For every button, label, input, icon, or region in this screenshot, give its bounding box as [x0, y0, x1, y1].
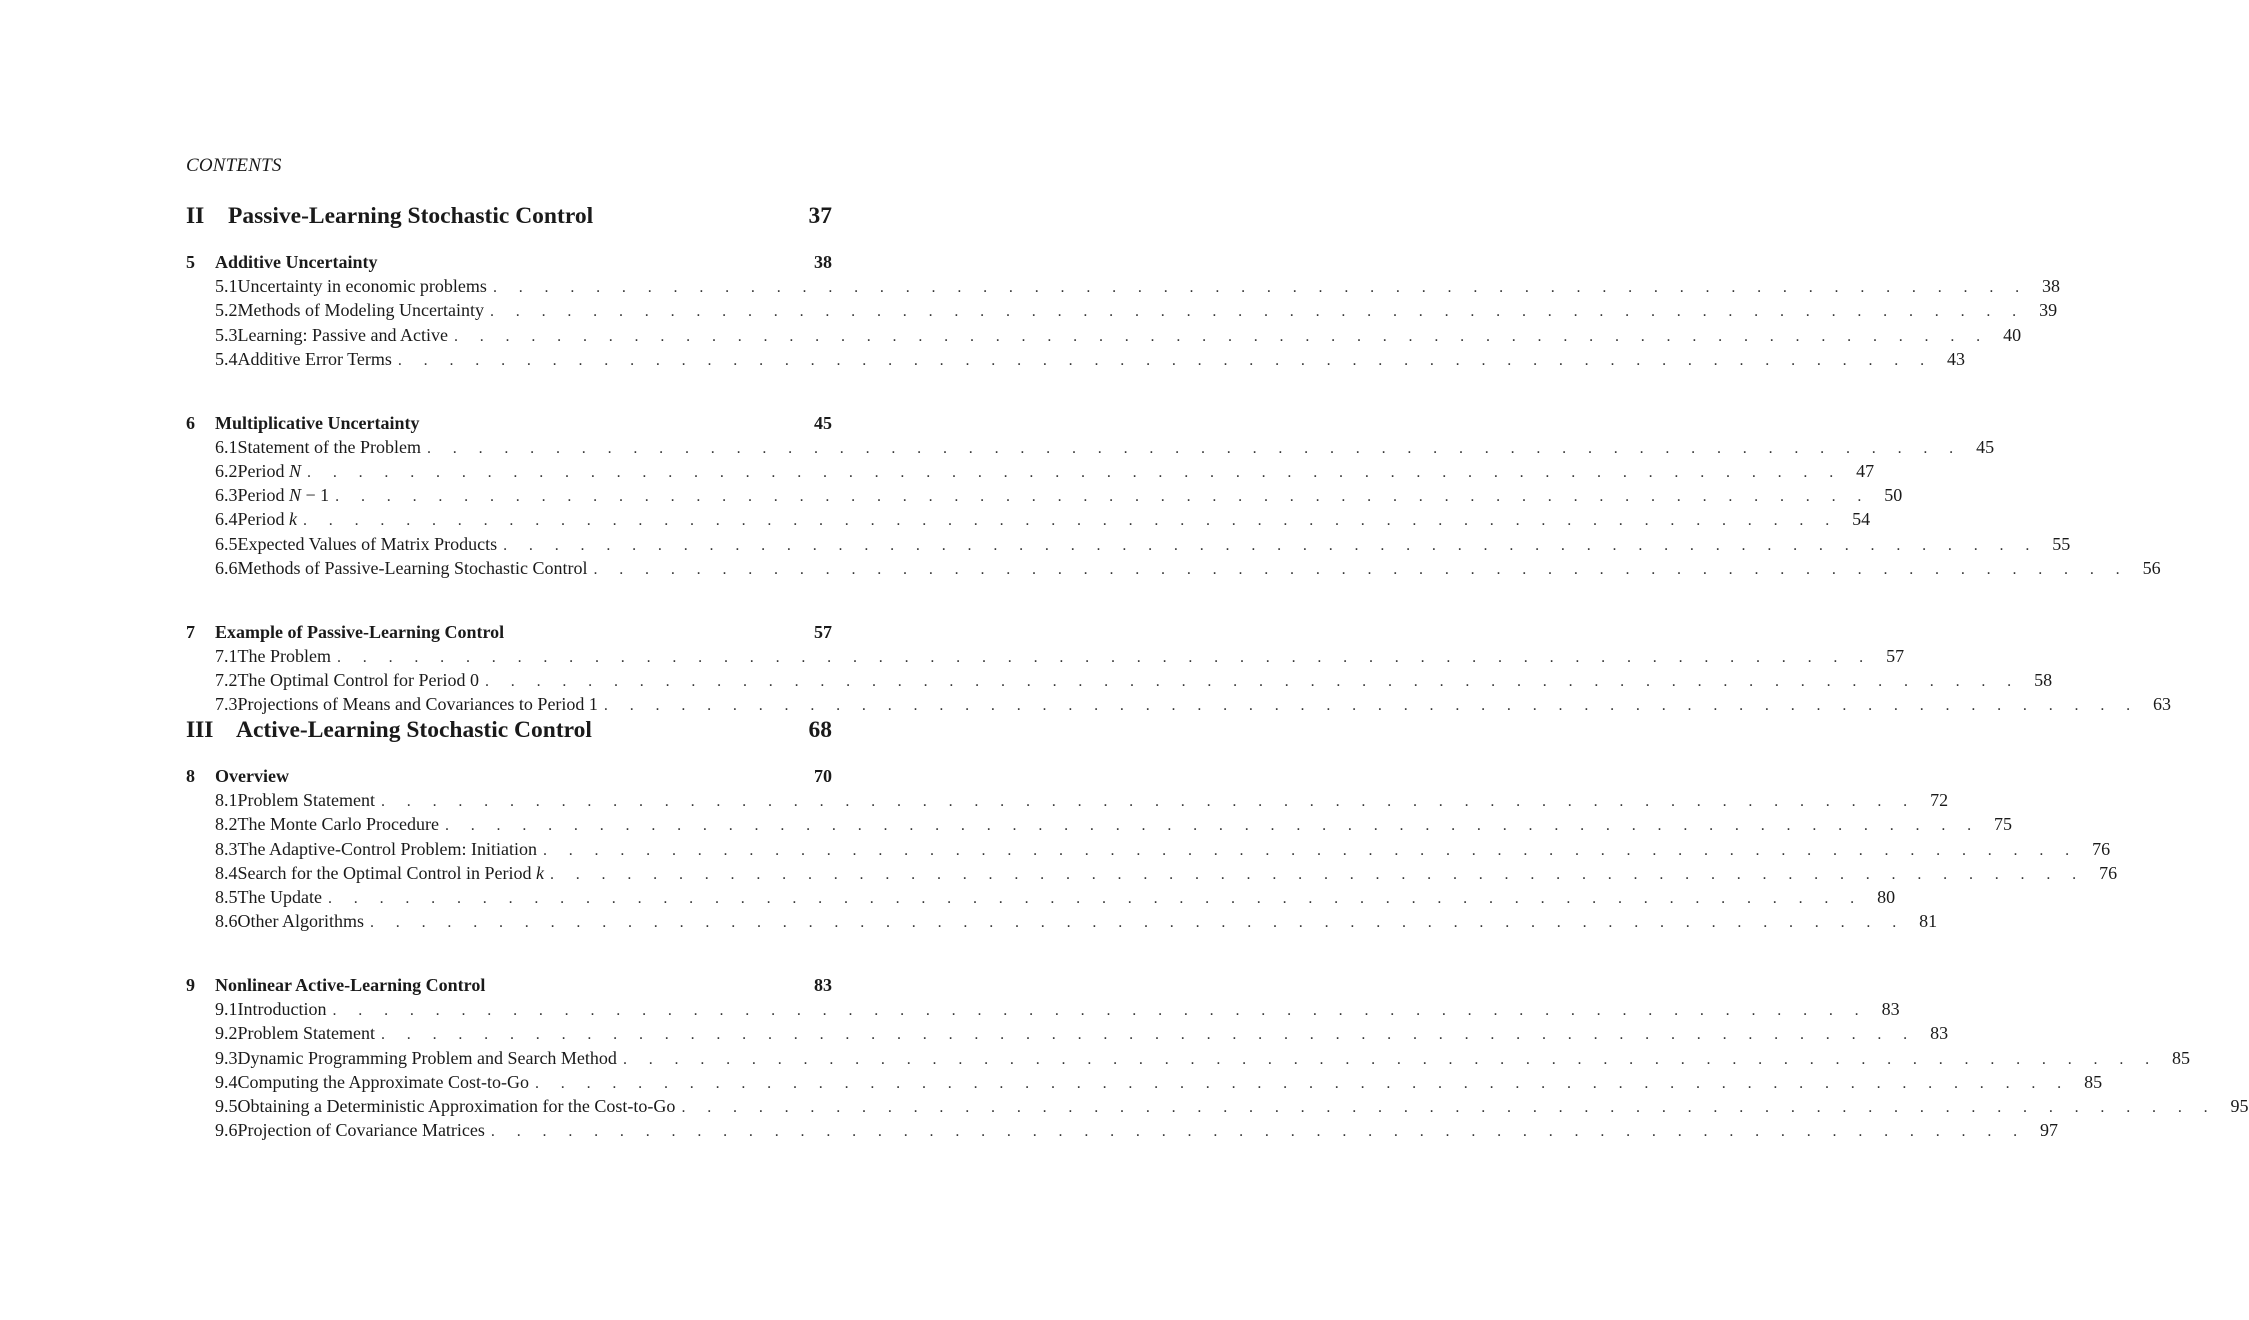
section-number: 8.2	[215, 814, 238, 835]
dot-leader: . . . . . . . . . . . . . . . . . . . . . . . . . . . . . . . . . . . . . . . . . . . . . . . . . . . . . . . . . . . .	[444, 817, 1981, 835]
section-title: Methods of Modeling Uncertainty	[237, 300, 484, 321]
section-entry[interactable]	[215, 814, 2013, 838]
section-page-number: 55	[2052, 533, 2071, 554]
part-title-text: Active-Learning Stochastic Control	[236, 717, 592, 743]
section-entry[interactable]	[215, 670, 2053, 694]
chapter-page-number: 70	[814, 766, 832, 786]
dot-leader: . . . . . . . . . . . . . . . . . . . . . . . . . . . . . . . . . . . . . . . . . . . . . . . . . . . . . . . . . . . .	[327, 890, 1864, 907]
section-page-number: 75	[1994, 814, 2013, 835]
section-entry[interactable]	[215, 1120, 2059, 1144]
section-page-number: 63	[2153, 694, 2172, 715]
chapter-title: Additive Uncertainty	[215, 252, 378, 272]
section-title: Search for the Optimal Control in Period k	[237, 862, 544, 883]
chapter-title: Example of Passive-Learning Control	[215, 621, 505, 642]
section-entry[interactable]	[215, 887, 1896, 911]
section-number: 5.2	[215, 300, 238, 321]
dot-leader: . . . . . . . . . . . . . . . . . . . . . . . . . . . . . . . . . . . . . . . . . . . . . . . . . . . . . . . . . . . .	[681, 1099, 2217, 1116]
section-number: 9.1	[215, 999, 238, 1020]
section-title: The Optimal Control for Period 0	[237, 670, 479, 690]
section-number: 8.4	[215, 862, 238, 883]
section-title: Statement of the Problem	[237, 436, 421, 457]
section-entry[interactable]	[215, 1023, 1949, 1047]
section-page-number: 95	[2230, 1096, 2249, 1116]
dot-leader: . . . . . . . . . . . . . . . . . . . . . . . . . . . . . . . . . . . . . . . . . . . . . . . . . . . . . . . . . . . .	[307, 464, 1843, 481]
section-title: The Monte Carlo Procedure	[237, 814, 439, 835]
dot-leader: . . . . . . . . . . . . . . . . . . . . . . . . . . . . . . . . . . . . . . . . . . . . . . . . . . . . . . . . . . . .	[370, 914, 1906, 932]
section-number: 8.3	[215, 838, 238, 859]
section-number: 9.4	[215, 1071, 238, 1092]
section-entry[interactable]	[215, 509, 1871, 533]
section-title: Introduction	[237, 999, 327, 1020]
section-number: 5.3	[215, 324, 238, 345]
section-number: 8.6	[215, 911, 238, 932]
chapter-title: Multiplicative Uncertainty	[215, 412, 420, 433]
section-entry[interactable]	[215, 461, 1875, 485]
dot-leader: . . . . . . . . . . . . . . . . . . . . . . . . . . . . . . . . . . . . . . . . . . . . . . . . . . . . . . . . . . . .	[489, 303, 2026, 321]
section-page-number: 54	[1852, 509, 1871, 530]
part-page-number: 37	[808, 203, 832, 229]
section-entry[interactable]	[215, 533, 2071, 558]
section-title: Period N	[237, 461, 302, 481]
section-page-number: 80	[1877, 887, 1896, 907]
part-heading[interactable]	[186, 203, 832, 230]
section-number: 6.2	[215, 461, 238, 481]
dot-leader: . . . . . . . . . . . . . . . . . . . . . . . . . . . . . . . . . . . . . . . . . . . . . . . . . . . . . . . . . . . .	[380, 793, 1917, 811]
part-page-number: 68	[808, 717, 832, 743]
section-entry[interactable]	[215, 300, 2058, 324]
section-title: Period k	[237, 509, 297, 530]
dot-leader: . . . . . . . . . . . . . . . . . . . . . . . . . . . . . . . . . . . . . . . . . . . . . . . . . . . . . . . . . . . .	[335, 488, 1871, 506]
section-number: 8.5	[215, 887, 238, 907]
dot-leader: . . . . . . . . . . . . . . . . . . . . . . . . . . . . . . . . . . . . . . . . . . . . . . . . . . . . . . . . . . . .	[503, 536, 2039, 554]
section-number: 7.2	[215, 670, 238, 690]
section-number: 6.5	[215, 533, 238, 554]
section-number: 6.4	[215, 509, 238, 530]
section-number: 5.4	[215, 348, 238, 369]
section-title: Obtaining a Deterministic Approximation for the Cost-to-Go	[237, 1096, 676, 1116]
section-page-number: 85	[2084, 1071, 2103, 1092]
section-title: Methods of Passive-Learning Stochastic Control	[237, 557, 588, 578]
chapter-number: 5	[186, 252, 195, 272]
section-page-number: 45	[1976, 436, 1995, 457]
section-title: Computing the Approximate Cost-to-Go	[237, 1071, 529, 1092]
section-number: 9.3	[215, 1047, 238, 1068]
section-page-number: 38	[2042, 276, 2061, 297]
section-entry[interactable]	[215, 790, 1949, 814]
section-title: Problem Statement	[237, 790, 375, 811]
dot-leader: . . . . . . . . . . . . . . . . . . . . . . . . . . . . . . . . . . . . . . . . . . . . . . . . . . . . . . . . . . . .	[380, 1026, 1917, 1044]
section-title: The Problem	[237, 645, 331, 666]
section-entry[interactable]	[215, 557, 2161, 582]
section-page-number: 76	[2092, 838, 2111, 859]
chapter-page-number: 38	[814, 252, 832, 272]
dot-leader: . . . . . . . . . . . . . . . . . . . . . . . . . . . . . . . . . . . . . . . . . . . . . . . . . . . . . . . . . . . .	[593, 560, 2129, 578]
section-title: Additive Error Terms	[237, 348, 392, 369]
dot-leader: . . . . . . . . . . . . . . . . . . . . . . . . . . . . . . . . . . . . . . . . . . . . . . . . . . . . . . . . . . . .	[303, 512, 1839, 530]
chapter-page-number: 45	[814, 412, 832, 433]
section-number: 5.1	[215, 276, 238, 297]
chapter-page-number: 57	[814, 621, 832, 642]
section-page-number: 58	[2034, 670, 2053, 690]
dot-leader: . . . . . . . . . . . . . . . . . . . . . . . . . . . . . . . . . . . . . . . . . . . . . . . . . . . . . . . . . . . .	[490, 1123, 2027, 1141]
section-page-number: 83	[1881, 999, 1900, 1020]
section-entry[interactable]	[215, 999, 1900, 1023]
chapter-page-number: 83	[814, 975, 832, 995]
section-page-number: 83	[1930, 1023, 1949, 1044]
section-title: Period N − 1	[237, 485, 330, 506]
section-number: 6.6	[215, 557, 238, 578]
section-page-number: 57	[1886, 645, 1905, 666]
section-entry[interactable]	[215, 862, 2118, 887]
section-title: Projections of Means and Covariances to Period 1	[237, 694, 598, 715]
part-number: II	[186, 203, 205, 229]
section-entry[interactable]	[215, 694, 2172, 718]
section-page-number: 72	[1930, 790, 1949, 811]
section-entry[interactable]	[215, 485, 1903, 509]
dot-leader: . . . . . . . . . . . . . . . . . . . . . . . . . . . . . . . . . . . . . . . . . . . . . . . . . . . . . . . . . . . .	[542, 841, 2079, 859]
dot-leader: . . . . . . . . . . . . . . . . . . . . . . . . . . . . . . . . . . . . . . . . . . . . . . . . . . . . . . . . . . . .	[622, 1050, 2159, 1068]
section-title: Projection of Covariance Matrices	[237, 1120, 485, 1141]
chapter-entry[interactable]	[186, 252, 832, 276]
dot-leader: . . . . . . . . . . . . . . . . . . . . . . . . . . . . . . . . . . . . . . . . . . . . . . . . . . . . . . . . . . . .	[492, 279, 2029, 297]
chapter-title: Overview	[215, 766, 289, 786]
section-page-number: 81	[1919, 911, 1938, 932]
section-number: 9.5	[215, 1096, 238, 1116]
chapter-entry[interactable]	[186, 766, 832, 790]
chapter-number: 8	[186, 766, 195, 786]
section-page-number: 56	[2142, 557, 2161, 578]
section-number: 9.2	[215, 1023, 238, 1044]
chapter-entry[interactable]	[186, 975, 832, 999]
section-page-number: 47	[1856, 461, 1875, 481]
dot-leader: . . . . . . . . . . . . . . . . . . . . . . . . . . . . . . . . . . . . . . . . . . . . . . . . . . . . . . . . . . . .	[549, 865, 2086, 883]
section-page-number: 43	[1946, 348, 1965, 369]
section-entry[interactable]	[215, 348, 1965, 373]
section-title: The Update	[237, 887, 322, 907]
dot-leader: . . . . . . . . . . . . . . . . . . . . . . . . . . . . . . . . . . . . . . . . . . . . . . . . . . . . . . . . . . . .	[453, 327, 1990, 345]
section-entry[interactable]	[215, 436, 1995, 461]
part-heading[interactable]	[186, 717, 832, 744]
dot-leader: . . . . . . . . . . . . . . . . . . . . . . . . . . . . . . . . . . . . . . . . . . . . . . . . . . . . . . . . . . . .	[426, 439, 1963, 457]
section-number: 6.1	[215, 436, 238, 457]
section-entry[interactable]	[215, 1096, 2249, 1120]
dot-leader: . . . . . . . . . . . . . . . . . . . . . . . . . . . . . . . . . . . . . . . . . . . . . . . . . . . . . . . . . . . .	[397, 351, 1933, 369]
chapter-number: 7	[186, 621, 195, 642]
section-entry[interactable]	[215, 645, 1905, 670]
section-title: Other Algorithms	[237, 911, 364, 932]
section-page-number: 85	[2172, 1047, 2191, 1068]
section-title: Learning: Passive and Active	[237, 324, 448, 345]
section-number: 6.3	[215, 485, 238, 506]
dot-leader: . . . . . . . . . . . . . . . . . . . . . . . . . . . . . . . . . . . . . . . . . . . . . . . . . . . . . . . . . . . .	[484, 673, 2021, 690]
chapter-number: 9	[186, 975, 195, 995]
chapter-title: Nonlinear Active-Learning Control	[215, 975, 486, 995]
section-title: Uncertainty in economic problems	[237, 276, 487, 297]
section-entry[interactable]	[215, 911, 1938, 935]
section-title: Expected Values of Matrix Products	[237, 533, 498, 554]
section-entry[interactable]	[215, 324, 2022, 349]
section-title: Dynamic Programming Problem and Search Method	[237, 1047, 617, 1068]
section-number: 9.6	[215, 1120, 238, 1141]
part-number: III	[186, 717, 214, 743]
section-page-number: 40	[2003, 324, 2022, 345]
section-title: The Adaptive-Control Problem: Initiation	[237, 838, 537, 859]
dot-leader: . . . . . . . . . . . . . . . . . . . . . . . . . . . . . . . . . . . . . . . . . . . . . . . . . . . . . . . . . . . .	[603, 697, 2140, 715]
part-title-text: Passive-Learning Stochastic Control	[228, 203, 594, 229]
section-entry[interactable]	[215, 838, 2111, 863]
section-entry[interactable]	[215, 276, 2061, 300]
running-head: CONTENTS	[186, 155, 282, 176]
section-number: 8.1	[215, 790, 238, 811]
section-page-number: 50	[1884, 485, 1903, 506]
dot-leader: . . . . . . . . . . . . . . . . . . . . . . . . . . . . . . . . . . . . . . . . . . . . . . . . . . . . . . . . . . . .	[534, 1074, 2071, 1092]
chapter-entry[interactable]	[186, 622, 832, 646]
section-number: 7.3	[215, 694, 238, 715]
dot-leader: . . . . . . . . . . . . . . . . . . . . . . . . . . . . . . . . . . . . . . . . . . . . . . . . . . . . . . . . . . . .	[336, 648, 1873, 666]
section-page-number: 97	[2040, 1120, 2059, 1141]
dot-leader: . . . . . . . . . . . . . . . . . . . . . . . . . . . . . . . . . . . . . . . . . . . . . . . . . . . . . . . . . . . .	[332, 1002, 1868, 1020]
section-entry[interactable]	[215, 1047, 2191, 1072]
section-title: Problem Statement	[237, 1023, 375, 1044]
chapter-entry[interactable]	[186, 413, 832, 437]
section-number: 7.1	[215, 645, 238, 666]
section-entry[interactable]	[215, 1071, 2103, 1096]
section-page-number: 76	[2099, 862, 2118, 883]
section-page-number: 39	[2039, 300, 2058, 321]
chapter-number: 6	[186, 412, 195, 433]
